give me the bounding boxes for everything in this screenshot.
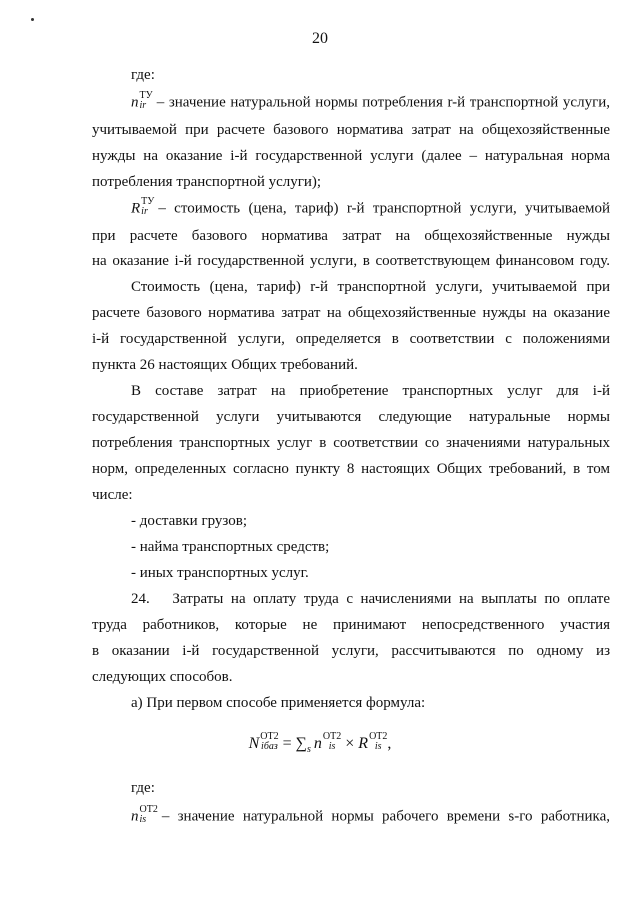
item-24-line-1: 24. Затраты на оплату труда с начислениями на выплаты по оплате (131, 591, 610, 607)
symbol-r-ir: R ТУ ir (131, 196, 155, 217)
definition-n-ir-line-4: потребления транспортной услуги); (92, 174, 322, 190)
definition-n-ir: n ТУ ir – значение натуральной нормы потребления r-й транспортной услуги, (131, 90, 610, 111)
item-24-line-4: следующих способов. (92, 669, 233, 685)
item-24-line-3: в оказании i-й государственной услуги, рассчитываются по одному из (92, 643, 610, 659)
where-label: где: (131, 780, 155, 796)
definition-r-ir: R ТУ ir – стоимость (цена, тариф) r-й транспортной услуги, учитываемой (131, 196, 610, 217)
para-cost-line-2: расчете базового норматива затрат на общехозяйственные нужды на оказание (92, 305, 610, 321)
definition-n-ir-line-2: учитываемой при расчете базового норматива затрат на общехозяйственные (92, 122, 610, 138)
definition-r-ir-line-3: на оказание i-й государственной услуги, в соответствующем финансовом году. (92, 253, 610, 269)
para-norms-line-3: потребления транспортных услуг в соответствии со значениями натуральных (92, 435, 610, 451)
first-method-intro: а) При первом способе применяется формула: (131, 695, 426, 711)
para-cost-line-3: i-й государственной услуги, определяется в соответствии с положениями (92, 331, 610, 347)
definition-n-ir-line-3: нужды на оказание i-й государственной услуги (далее – натуральная норма (92, 148, 610, 164)
symbol-n-is: n ОТ2 is (131, 804, 158, 825)
list-item: - найма транспортных средств; (131, 539, 330, 555)
symbol-n-ir: n ТУ ir (131, 90, 153, 111)
para-norms-line-4: норм, определенных согласно пункту 8 настоящих Общих требований, в том (92, 461, 610, 477)
definition-r-ir-line-2: при расчете базового норматива затрат на общехозяйственные нужды (92, 228, 610, 244)
formula-n-ot2: N ОТ2 iбаз = $\sum_s$ n ОТ2 is × R ОТ2 is , (248, 731, 392, 756)
item-24-line-2: труда работников, которые не принимают непосредственного участия (92, 617, 610, 633)
where-label: где: (131, 67, 155, 83)
para-norms-line-2: государственной услуги учитываются следующие натуральные нормы (92, 409, 610, 425)
para-cost-line-4: пункта 26 настоящих Общих требований. (92, 357, 358, 373)
list-item: - доставки грузов; (131, 513, 247, 529)
para-cost-line-1: Стоимость (цена, тариф) r-й транспортной услуги, учитываемой при (131, 279, 610, 295)
para-norms-line-5: числе: (92, 487, 133, 503)
para-norms-line-1: В составе затрат на приобретение транспортных услуг для i-й (131, 383, 610, 399)
definition-n-is: n ОТ2 is – значение натуральной нормы рабочего времени s-го работника, (131, 804, 610, 825)
scan-speck (31, 18, 34, 21)
list-item: - иных транспортных услуг. (131, 565, 309, 581)
page-number: 20 (312, 30, 328, 47)
